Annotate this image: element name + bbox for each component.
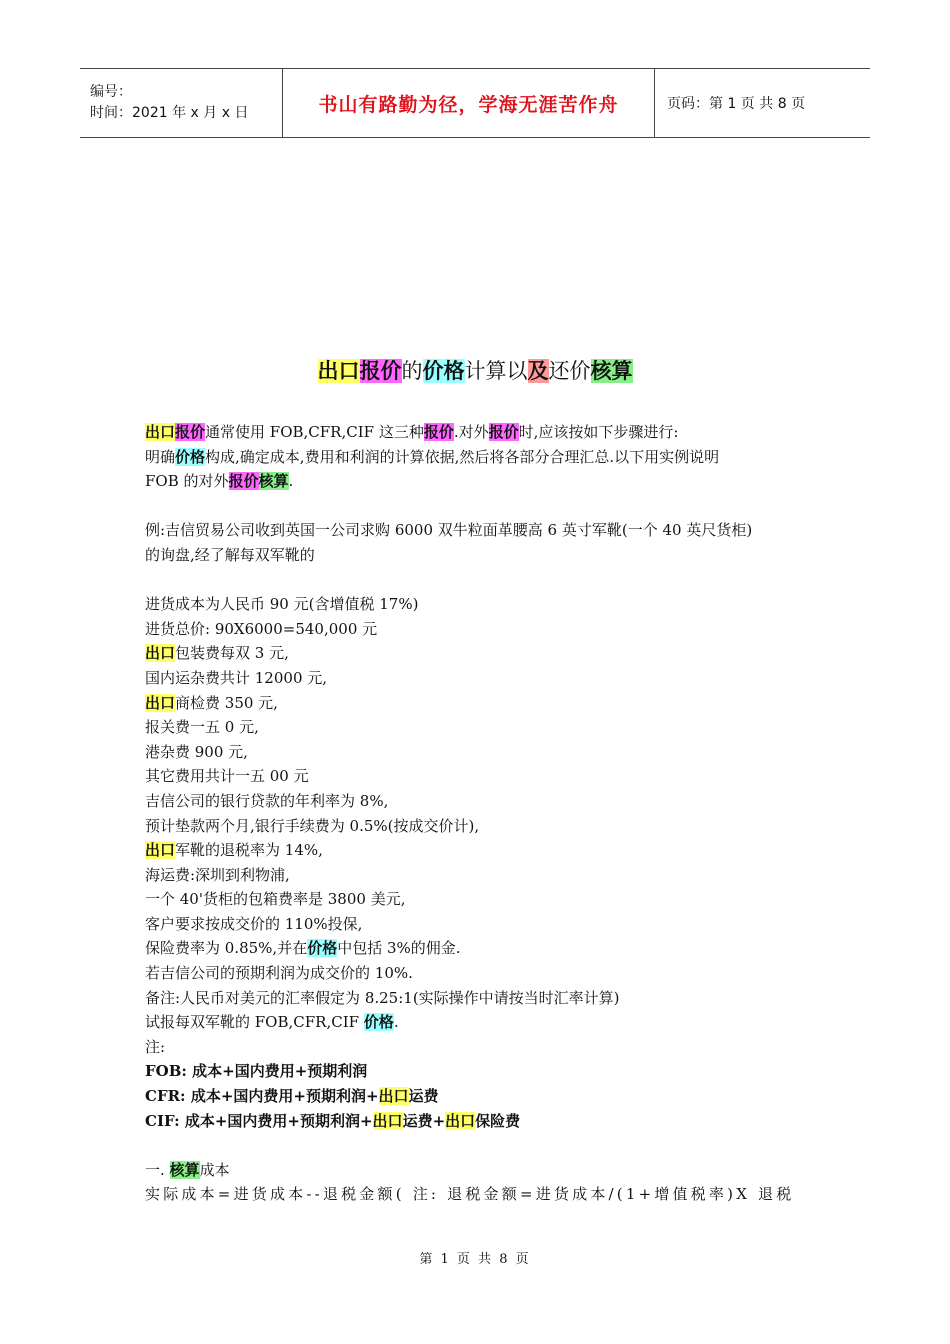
cost-line [145, 1010, 810, 1035]
title-part: 还价 [548, 359, 591, 383]
document-body [145, 420, 810, 1207]
title-part: 核算 [590, 359, 633, 383]
hl-text: 报价 [423, 423, 454, 441]
motto: 书山有路勤为径，学海无涯苦作舟 [318, 93, 619, 116]
cost-line: 吉信公司的银行贷款的年利率为 8%, [145, 791, 389, 810]
cost-line [145, 936, 810, 961]
body-text: 运费+ [402, 1111, 446, 1130]
hl-text: 出口 [145, 423, 176, 441]
hl-text: 报价 [175, 423, 206, 441]
body-text: 构成,确定成本,费用和利润的计算依据,然后将各部分合理汇总.以下用实例说明 [205, 447, 720, 466]
body-text: 明确 [145, 447, 176, 466]
cost-line: 进货总价: 90X6000=540,000 元 [145, 619, 378, 638]
header-table [80, 68, 870, 138]
body-text: 通常使用 FOB,CFR,CIF 这三种 [205, 423, 424, 441]
cost-line [145, 641, 810, 666]
title-part: 计算以 [464, 359, 528, 383]
body-text: 包装费每双 3 元, [175, 644, 289, 663]
formula-cfr [145, 1084, 810, 1109]
spacer [145, 1133, 810, 1158]
cost-line: 其它费用共计一五 00 元 [145, 767, 309, 786]
body-text: 一. [145, 1160, 170, 1179]
example-line-1: 例:吉信贸易公司收到英国一公司求购 6000 双牛粒面革腰高 6 英寸军靴(一个 40 英尺货柜) [145, 521, 753, 540]
hl-text: 核算 [169, 1160, 200, 1179]
title-part: 报价 [359, 359, 402, 383]
body-text: 中包括 3%的佣金. [337, 939, 461, 958]
example-line-2: 的询盘,经了解每双军靴的 [145, 545, 315, 564]
cost-line: 国内运杂费共计 12000 元, [145, 668, 328, 687]
body-text: 商检费 350 元, [175, 693, 278, 712]
hl-text: 报价 [488, 423, 519, 441]
section-heading [145, 1158, 810, 1183]
cost-line: 客户要求按成交价的 110%投保, [145, 914, 363, 933]
number-label: 编号： [90, 84, 132, 100]
body-text: CFR: 成本+国内费用+预期利润+ [145, 1087, 379, 1106]
hl-text: 出口 [145, 644, 176, 663]
section-line: 实际成本=进货成本--退税金额( 注: 退税金额=进货成本/(1+增值税率)X 退税 [145, 1185, 795, 1204]
page-footer: 第 1 页 共 8 页 [419, 1252, 531, 1267]
intro-line-2 [145, 445, 810, 470]
hl-text: 报价 [228, 472, 259, 491]
cost-line: 注: [145, 1037, 166, 1056]
cost-line [145, 691, 810, 716]
cost-line: 报关费一五 0 元, [145, 718, 259, 737]
title-part: 及 [527, 359, 549, 383]
body-text: 成本 [199, 1160, 230, 1179]
cost-line: 若吉信公司的预期利润为成交价的 10%. [145, 964, 413, 983]
page-code: 页码：第 1 页 共 8 页 [667, 96, 806, 112]
cost-line: 港杂费 900 元, [145, 742, 248, 761]
body-text: FOB 的对外 [145, 472, 229, 491]
cost-line [145, 838, 810, 863]
hl-text: 出口 [145, 841, 176, 860]
body-text: 运费 [408, 1087, 439, 1106]
intro-line-3 [145, 469, 810, 494]
header-page-cell [655, 69, 870, 137]
cost-line: 一个 40'货柜的包箱费率是 3800 美元, [145, 890, 406, 909]
body-text: . [288, 472, 294, 491]
body-text: 试报每双军靴的 FOB,CFR,CIF [145, 1013, 364, 1032]
cost-line: 备注:人民币对美元的汇率假定为 8.25:1(实际操作中请按当时汇率计算) [145, 988, 620, 1007]
hl-text: 价格 [175, 447, 206, 466]
cost-line: 海运费:深圳到利物浦, [145, 865, 290, 884]
cost-line: 预计垫款两个月,银行手续费为 0.5%(按成交价计), [145, 816, 480, 835]
intro-line-1 [145, 420, 810, 445]
body-text: .对外 [453, 423, 489, 441]
formula-fob: FOB: 成本+国内费用+预期利润 [145, 1062, 368, 1081]
spacer [145, 494, 810, 519]
body-text: 军靴的退税率为 14%, [175, 841, 323, 860]
spacer [145, 568, 810, 593]
body-text: . [393, 1013, 399, 1032]
body-text: 保险费率为 0.85%,并在 [145, 939, 308, 958]
formula-cif [145, 1109, 810, 1134]
document-title [0, 356, 950, 386]
title-part: 价格 [422, 359, 465, 383]
header-meta [80, 69, 282, 137]
time-label: 时间：2021 年 x 月 x 日 [90, 105, 249, 121]
hl-text: 价格 [307, 939, 338, 958]
cost-line: 进货成本为人民币 90 元(含增值税 17%) [145, 595, 419, 614]
hl-text: 核算 [258, 472, 289, 491]
hl-text: 出口 [378, 1087, 409, 1106]
body-text: CIF: 成本+国内费用+预期利润+ [145, 1111, 373, 1130]
header-motto-cell [282, 69, 655, 137]
hl-text: 出口 [145, 693, 176, 712]
hl-text: 出口 [445, 1111, 476, 1130]
hl-text: 出口 [372, 1111, 403, 1130]
title-part: 出口 [317, 359, 360, 383]
title-part: 的 [401, 359, 423, 383]
body-text: 保险费 [475, 1111, 521, 1130]
body-text: 时,应该按如下步骤进行: [518, 423, 679, 441]
hl-text: 价格 [363, 1013, 394, 1032]
